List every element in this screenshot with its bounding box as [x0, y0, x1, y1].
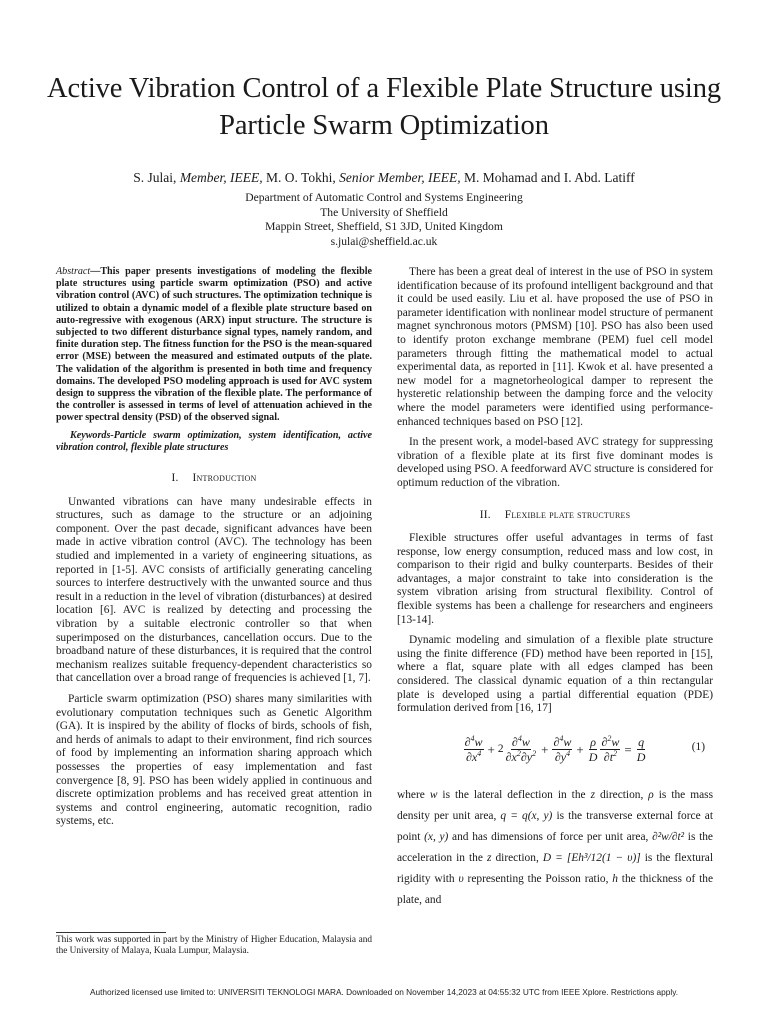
author-line — [30, 170, 738, 186]
paragraph-present-work: In the present work, a model-based AVC strategy for suppressing vibration of a flexible plate at its first five dominant modes is developed using PSO. A feedforward AVC structure is considered for optimum reduction of the vibration. — [397, 436, 713, 489]
author-2-role: Senior Member, IEEE, — [339, 170, 461, 185]
license-notice: Authorized licensed use limited to: UNIVERSITI TEKNOLOGI MARA. Downloaded on November 14,2023 at 04:55:32 UTC from IEEE Xplore. Restrictions apply. — [89, 987, 679, 997]
equation-number: (1) — [691, 740, 705, 753]
author-1-role: Member, IEEE, — [179, 170, 263, 185]
abstract-dash: — — [90, 266, 101, 277]
paragraph-flexible-2: Dynamic modeling and simulation of a flexible plate structure using the finite difference (FD) method have been reported in [15], where a flat, square plate with all edges clamped has been considered. The classical dynamic equation of a thin rectangular plate is developed using a partial differential equation (PDE) formulation derived from [16, 17] — [397, 634, 713, 715]
eq-term-4-coef: $\frac{\rho}{D}$ — [588, 735, 598, 765]
paper-title: Active Vibration Control of a Flexible Plate Structure using Particle Swarm Optimization — [46, 73, 722, 141]
affiliation — [30, 191, 738, 249]
section-heading-introduction — [56, 472, 372, 486]
abstract-text: This paper presents investigations of modeling the flexible plate structures using particle swarm optimization (PSO) and active vibration control (AVC) of such structures. The optimization technique is utilized to obtain a dynamic model of a flexible plate structure based on auto-regressive with exogenous (ARX) input structure. The structure is subjected to two different disturbance signal types, namely random, and finite duration step. The fitness function for the PSO is the mean-squared error (MSE) between the measured and estimated outputs of the plate. The validation of the algorithm is presented in both time and frequency domains. The developed PSO modeling approach is used for AVC system design to suppress the vibration of the flexible plate. The performance of the controller is assessed in terms of level of attenuation achieved in the power spectral density (PSD) of the observed signal. — [56, 266, 372, 424]
funding-footnote: This work was supported in part by the Ministry of Higher Education, Malaysia and the University of Malaya, Kuala Lumpur, Malaysia. — [56, 935, 372, 957]
author-3-4: M. Mohamad and I. Abd. Latiff — [460, 170, 635, 185]
abstract — [56, 266, 372, 425]
eq-term-3: $\frac{\partial^4w}{\partial y^4}$ — [553, 734, 572, 765]
affiliation-dept: Department of Automatic Control and Systems Engineering — [245, 191, 523, 204]
eq-rhs: $\frac{q}{D}$ — [636, 735, 646, 765]
paragraph-pso-identification: There has been a great deal of interest in the use of PSO in system identification because of its profound intelligent background and that it could be used easily. Liu et al. have proposed the use of PSO in parameter identification with nonlinear model structure of permanent magnet synchronous motors (PMSM) [10]. PSO has also been used to identify proton exchange membrane (PEM) fuel cell model parameters through fitting the mathematical model to actual experimental data, as reported in [11]. Kwok et al. have presented a new model for a magnetorheological damper to represent the hysteretic relationship between the damping force and the velocity where the model parameters were identified using performance-enhanced techniques based on PSO [12]. — [397, 266, 713, 428]
eq-term-1: $\frac{\partial^4w}{\partial x^4}$ — [464, 734, 483, 765]
section-title: Introduction — [192, 472, 257, 485]
right-column — [397, 266, 713, 911]
paragraph-flexible-1: Flexible structures offer useful advantages in terms of fast response, low energy consumption, reduced mass and low cost, in comparison to their rigid and bulky counterparts. Besides of their advantages, a major constraint to take into consideration is the system vibration arising from structural flexibility. Control of flexible systems has been a challenge for researchers and engineers [13-14]. — [397, 532, 713, 626]
affiliation-univ: The University of Sheffield — [320, 205, 448, 219]
left-column — [56, 266, 372, 836]
eq-term-2: $\frac{\partial^4w}{\partial x^2\partial y^2}$ — [505, 734, 537, 765]
plate-equation: $\frac{\partial^4w}{\partial x^4}$ + 2 $\frac{\partial^4w}{\partial x^2\partial y^2}$ + $\frac{\partial^4w}{\partial y^4}$ + $\frac{\rho}{D}$ $\frac{\partial^2w}{\partial t^2}$ = $\frac{q}{D}$ (1) — [464, 734, 705, 765]
paragraph-intro-1: Unwanted vibrations can have many undesirable effects in structures, such as damage to the structure or an adjoining component. Over the past decade, significant advances have been made in active vibration control (AVC). The technology has been studied and implemented in a variety of engineering situations, as reported in [1-5]. AVC consists of artificially generating canceling sources to interfere destructively with the unwanted source and thus result in a reduction in the level of vibration (disturbances) at desired location [6]. AVC is realized by detecting and processing the vibration by a suitable electronic controller so that when superimposed on the disturbances, cancellation occurs. Due to the broadband nature of these disturbances, it is required that the control mechanism realizes suitable frequency-dependent characteristics so that cancellation over a broad range of frequencies is achieved [1, 7]. — [56, 495, 372, 685]
paragraph-intro-2: Particle swarm optimization (PSO) shares many similarities with evolutionary computation techniques such as Genetic Algorithm (GA). It is inspired by the ability of flocks of birds, schools of fish, and herds of animals to adapt to their environment, find rich sources of food by implementing an information sharing approach which possesses the properties of easy implementation and fast convergence [8, 9]. PSO has been widely applied in continuous and discrete optimization problems and has received great attention in systems and control engineering, automatic recognition, radio systems, etc. — [56, 692, 372, 828]
affiliation-email[interactable]: s.julai@sheffield.ac.uk — [330, 234, 438, 248]
section-number: II. — [479, 508, 491, 521]
paragraph-equation-definitions: where w is the lateral deflection in the z direction, ρ is the mass density per unit area, q = q(x, y) is the transverse external force at point (x, y) and has dimensions of force per unit area, ∂²w/∂t² is the acceleration in the z direction, D = [Eh³/12(1 − υ)] is the flextural rigidity with υ representing the Poisson ratio, h the thickness of the plate, and — [397, 788, 714, 906]
abstract-lead: Abstract — [56, 266, 91, 277]
footnote-divider — [56, 932, 166, 933]
author-2: M. O. Tokhi, — [262, 170, 340, 185]
eq-term-4: $\frac{\partial^2w}{\partial t^2}$ — [601, 734, 620, 765]
section-heading-flexible-plate — [397, 509, 713, 523]
section-number: I. — [171, 472, 179, 485]
section-title: Flexible plate structures — [504, 508, 631, 521]
author-1: S. Julai, — [133, 170, 180, 185]
affiliation-address: Mappin Street, Sheffield, S1 3JD, United Kingdom — [265, 220, 503, 234]
keywords: Keywords-Particle swarm optimization, system identification, active vibration control, flexible plate structures — [56, 429, 372, 453]
